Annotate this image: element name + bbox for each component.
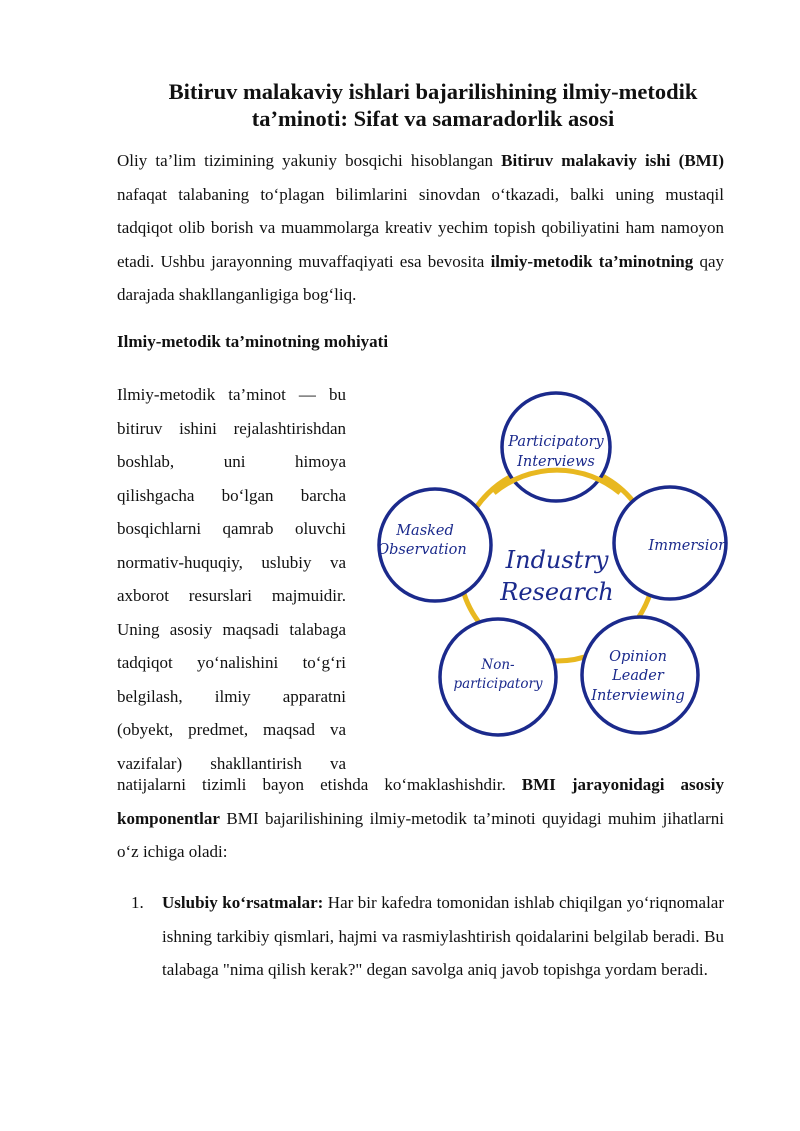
text-line: axborot resurslari majmuidir. [117, 586, 346, 605]
node-label: Masked [396, 523, 454, 539]
continued-text-1: natijalarni tizimli bayon etishda ko‘maklashishdir. [117, 775, 522, 794]
continued-text-2: BMI bajarilishining ilmiy-metodik ta’minoti quyidagi muhim jihatlarni o‘z ichiga oladi: [117, 808, 724, 861]
center-label-line-1: Industry [505, 546, 609, 574]
center-label-line-2: Research [500, 578, 614, 606]
intro-text-1: Oliy ta’lim tizimining yakuniy bosqichi hisoblangan [117, 151, 502, 170]
continued-paragraph [117, 768, 724, 869]
title-line-2: ta’minoti: Sifat va samaradorlik asosi [251, 106, 615, 131]
text-line: bosqichlarni qamrab oluvchi [117, 519, 346, 538]
node-label: Immersion [648, 538, 728, 554]
intro-bold-bmi: Bitiruv malakaviy ishi (BMI) [501, 151, 724, 170]
node-label: participatory [453, 676, 543, 692]
title-line-1: Bitiruv malakaviy ishlari bajarilishining ilmiy-metodik [168, 79, 698, 104]
text-line: (obyekt, predmet, maqsad va [117, 720, 346, 739]
intro-text-2: nafaqat talabaning to‘plagan bilimlarini sinovdan o‘tkazadi, balki uning mustaqil tadqiqot olib borish va muammolarga kreativ yechim topish qobiliyatini ham namoyon etadi. Ushbu jarayonning muvaffaqiyati esa bevosita [117, 184, 724, 271]
text-line: tadqiqot yo‘nalishini to‘g‘ri [117, 653, 346, 672]
list-item-text: Har bir kafedra tomonidan ishlab chiqilgan yo‘riqnomalar ishning tarkibiy qismlari, hajmi va rasmiylashtirish qoidalarini belgilab beradi. Bu talabaga "nima qilish kerak?" degan savolga aniq javob topishga yordam beradi. [162, 893, 725, 979]
node-label: Non- [481, 657, 515, 673]
text-line: belgilash, ilmiy apparatni [117, 686, 346, 706]
node-label: Participatory [508, 434, 604, 450]
text-line: bitiruv ishini rejalashtirishdan [117, 418, 346, 438]
node-label: Interviews [517, 454, 595, 470]
document-title [118, 78, 748, 132]
text-line: Uning asosiy maqsadi talabaga [117, 619, 346, 639]
node-label: Observation [377, 542, 467, 558]
intro-text-3: qay darajada shakllanganligiga bog‘liq. [117, 251, 725, 304]
list-item [131, 886, 724, 987]
industry-research-diagram [370, 385, 730, 745]
node-label: Leader [612, 668, 664, 684]
list-number: 1. [131, 893, 144, 912]
intro-bold-taminot: ilmiy-metodik ta’minotning [490, 251, 694, 271]
text-line: boshlab, uni himoya [117, 452, 346, 471]
list-item-bold: Uslubiy ko‘rsatmalar: [162, 893, 324, 912]
node-label: Opinion [609, 649, 667, 665]
text-line: qilishgacha bo‘lgan barcha [117, 485, 346, 505]
text-line: normativ-huquqiy, uslubiy va [117, 552, 346, 572]
text-line: Ilmiy-metodik ta’minot — bu [117, 385, 346, 404]
intro-paragraph [117, 144, 724, 312]
text-line: vazifalar) shakllantirish va [117, 753, 346, 773]
section-heading: Ilmiy-metodik ta’minotning mohiyati [117, 332, 389, 351]
wrapped-text-column [117, 378, 346, 780]
continued-bold-components: BMI jarayonidagi asosiy komponentlar [117, 775, 724, 828]
node-label: Interviewing [591, 688, 685, 704]
list-item-content [162, 886, 724, 987]
